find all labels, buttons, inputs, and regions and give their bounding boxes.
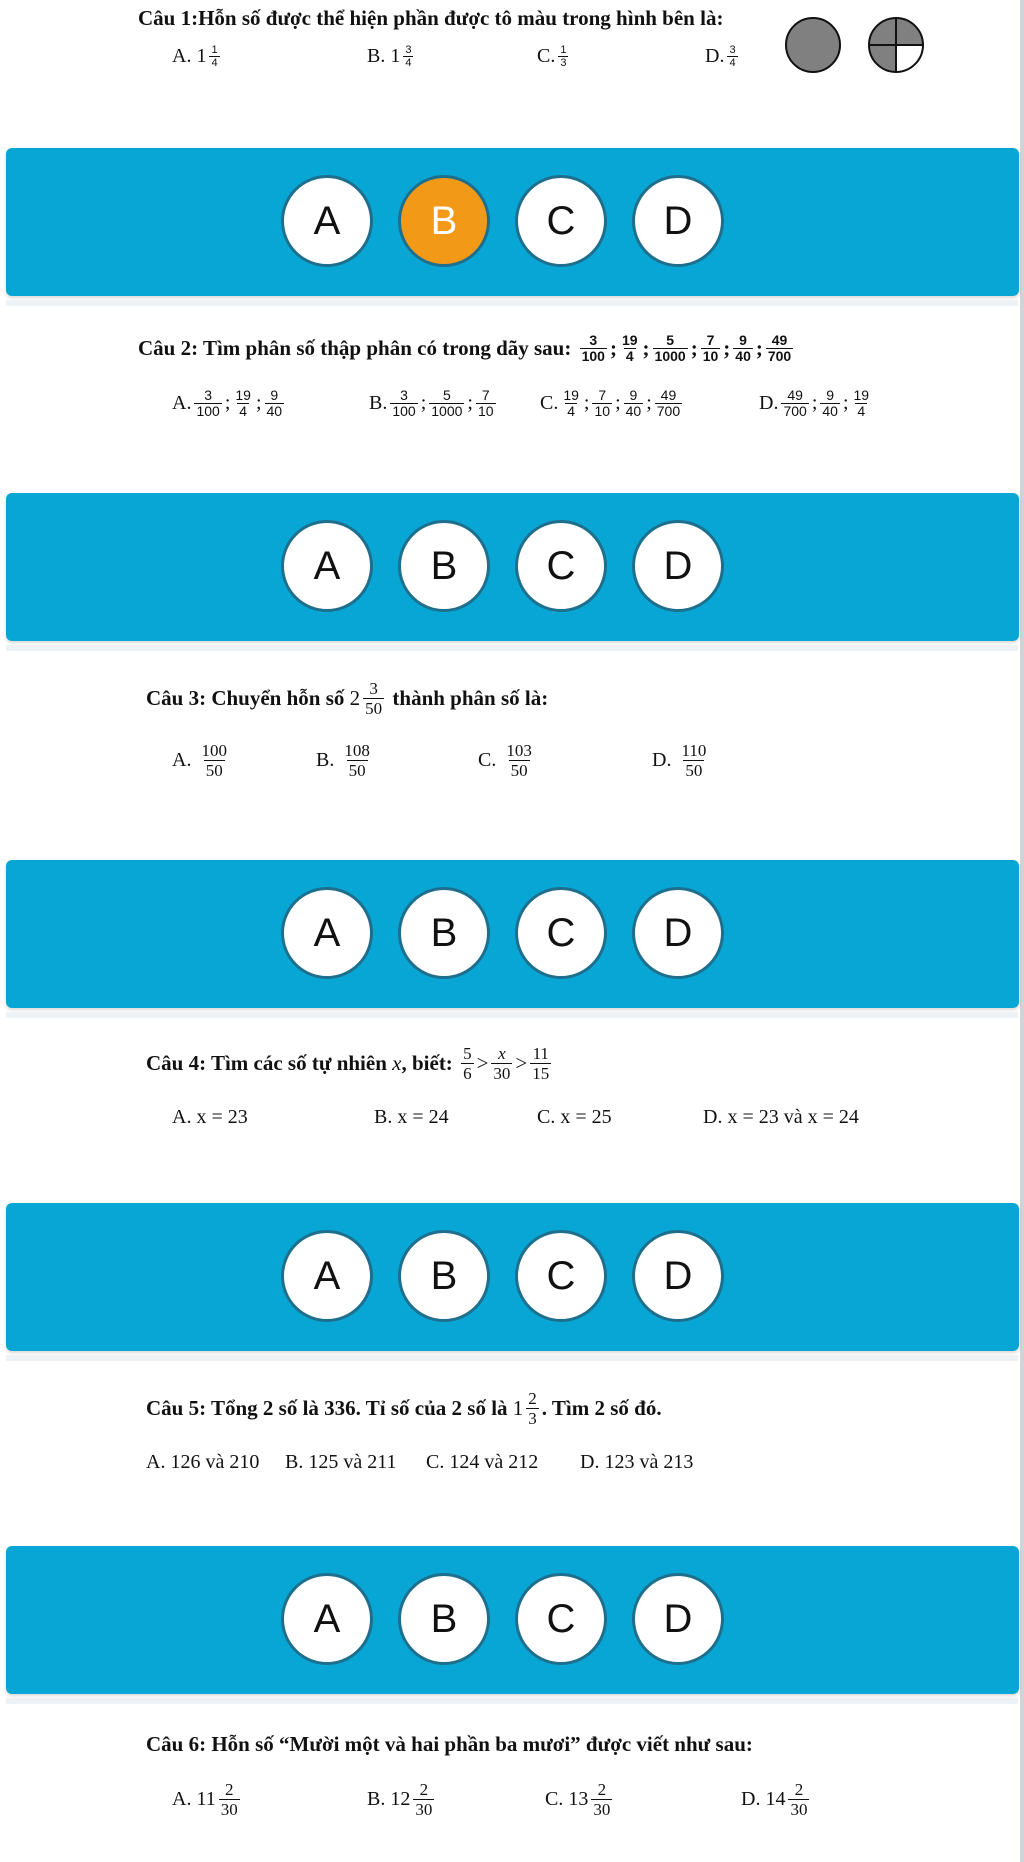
fraction: [233, 388, 253, 419]
numerator: 3: [589, 332, 598, 348]
numerator: 100: [201, 741, 227, 760]
numerator: 110: [681, 741, 707, 760]
whole-part: 11: [196, 1788, 216, 1810]
question-3: [6, 653, 1018, 857]
q4-option-a: [172, 1106, 248, 1129]
whole-part: 14: [765, 1788, 786, 1810]
q3-option-d: [652, 741, 711, 780]
q2-option-d: D. $\frac{49}{700}$ ; $\frac{9}{40}$ ; $\frac{19}{4}$: [759, 387, 870, 419]
denominator: 30: [593, 1800, 611, 1819]
option-text: x = 23: [196, 1106, 248, 1128]
denominator: 40: [266, 403, 283, 419]
numerator: 7: [706, 332, 715, 348]
question-6: [6, 1706, 1018, 1862]
q1-option-c: [537, 44, 571, 69]
answer-c-button[interactable]: C: [515, 175, 607, 267]
answer-bar-3: [6, 860, 1019, 1008]
option-label: A.: [172, 749, 192, 771]
q5-option-a: [146, 1451, 259, 1474]
question-5-title: [146, 1389, 662, 1428]
answer-d-button[interactable]: D: [632, 887, 724, 979]
q4-option-b: [374, 1106, 449, 1129]
whole-part: 13: [568, 1788, 589, 1810]
fraction: [265, 388, 285, 419]
numerator: x: [498, 1044, 506, 1063]
separator: [6, 1012, 1018, 1018]
denominator: 40: [625, 403, 642, 419]
option-label: B.: [367, 1788, 386, 1810]
question-3-title: [146, 679, 548, 718]
numerator: 1: [211, 44, 218, 56]
denominator: 4: [405, 57, 412, 69]
option-label: A.: [172, 1788, 192, 1810]
q5-option-b: [285, 1451, 396, 1474]
q1-option-b: [367, 44, 416, 69]
denominator: 3: [560, 57, 567, 69]
numerator: 7: [598, 387, 607, 403]
answer-b-button[interactable]: B: [398, 1573, 490, 1665]
answer-a-button[interactable]: A: [281, 1230, 373, 1322]
fraction: [209, 44, 219, 69]
numerator: 5: [666, 332, 675, 348]
option-label: B.: [369, 392, 388, 414]
option-text: x = 23 và x = 24: [727, 1106, 859, 1128]
option-label: C.: [537, 45, 556, 67]
fraction: [788, 1780, 809, 1819]
numerator: 49: [771, 332, 788, 348]
q3-option-c: [478, 741, 537, 780]
denominator: 10: [594, 403, 611, 419]
denominator: 700: [656, 403, 681, 419]
denominator: 10: [477, 403, 494, 419]
answer-bar-2: [6, 493, 1019, 641]
numerator: 1: [560, 44, 567, 56]
fraction: [653, 333, 688, 364]
denominator: 50: [348, 761, 366, 780]
denominator: 1000: [654, 348, 686, 364]
answer-d-button[interactable]: D: [632, 1573, 724, 1665]
denominator: 700: [767, 348, 792, 364]
denominator: 50: [365, 699, 383, 718]
denominator: 40: [822, 403, 838, 419]
shaded-circle-icon: [778, 10, 848, 80]
question-5: [6, 1363, 1018, 1543]
numerator: 3: [204, 387, 213, 403]
denominator: 30: [493, 1064, 511, 1083]
numerator: 9: [739, 332, 747, 348]
q5-option-d: [580, 1451, 693, 1474]
q6-option-d: [741, 1780, 812, 1819]
fraction: [727, 44, 737, 69]
question-1: [6, 0, 1018, 145]
right-edge: [1020, 0, 1024, 1862]
q6-option-a: [172, 1780, 243, 1819]
q2-option-b: B. $\frac{3}{100}$ ; $\frac{5}{1000}$ ; $\frac{7}{10}$: [369, 387, 494, 419]
option-label: D.: [741, 1788, 761, 1810]
greater-than: >: [515, 1051, 528, 1075]
fraction: [733, 333, 753, 364]
numerator: 2: [224, 1780, 234, 1799]
fraction: [820, 388, 840, 419]
numerator: 7: [481, 387, 490, 403]
answer-bar-4: [6, 1203, 1019, 1351]
answer-b-button[interactable]: B: [398, 887, 490, 979]
denominator: 4: [239, 403, 248, 419]
greater-than: >: [476, 1051, 489, 1075]
q3-option-b: [316, 741, 375, 780]
denominator: 100: [581, 348, 605, 364]
denominator: 30: [790, 1800, 808, 1819]
fraction: [476, 388, 496, 419]
fraction: [558, 44, 568, 69]
answer-bar-1: [6, 148, 1019, 296]
denominator: 10: [702, 348, 719, 364]
answer-d-button[interactable]: D: [632, 1230, 724, 1322]
fraction: [413, 1780, 434, 1819]
question-3-title-start: Câu 3: Chuyển hỗn số: [146, 686, 345, 710]
denominator: 4: [211, 57, 218, 69]
answer-a-button[interactable]: A: [281, 520, 373, 612]
separator: [6, 1355, 1018, 1361]
answer-c-button[interactable]: C: [515, 1573, 607, 1665]
option-text: x = 24: [397, 1106, 449, 1128]
answer-d-button[interactable]: D: [632, 175, 724, 267]
option-label: D.: [652, 749, 672, 771]
answer-b-button[interactable]: B: [398, 520, 490, 612]
numerator: 3: [405, 44, 412, 56]
q2-option-a: A. $\frac{3}{100}$ ; $\frac{19}{4}$ ; $\frac{9}{40}$: [172, 387, 283, 419]
variable: x: [392, 1051, 402, 1075]
fraction: [624, 388, 644, 419]
option-label: C.: [540, 392, 559, 414]
numerator: 49: [660, 387, 677, 403]
option-label: B.: [316, 749, 335, 771]
answer-b-button[interactable]: B: [398, 175, 490, 267]
fraction: [592, 388, 612, 419]
separator: [6, 1698, 1018, 1704]
denominator: 6: [463, 1064, 472, 1083]
q3-option-a: [172, 741, 232, 780]
separator: [6, 300, 1018, 306]
numerator: 19: [563, 387, 579, 403]
option-label: D.: [703, 1106, 723, 1128]
fraction: [363, 679, 384, 718]
option-label: B.: [374, 1106, 393, 1128]
fraction: [561, 388, 581, 419]
answer-bar-5: [6, 1546, 1019, 1694]
option-label: B.: [367, 45, 386, 67]
option-label: D.: [705, 45, 725, 67]
denominator: 1000: [431, 403, 463, 419]
numerator: 19: [853, 387, 870, 403]
numerator: 3: [729, 44, 736, 56]
question-6-title: Câu 6: Hỗn số “Mười một và hai phần ba mươi” được viết như sau:: [146, 1732, 753, 1756]
option-text: x = 25: [560, 1106, 612, 1128]
numerator: 19: [235, 387, 251, 403]
option-label: C.: [478, 749, 497, 771]
whole-part: 12: [390, 1788, 411, 1810]
q1-option-a: [172, 44, 223, 69]
option-label: A.: [172, 45, 192, 67]
numerator: 5: [442, 387, 451, 403]
fraction: [491, 1044, 512, 1083]
option-label: A.: [172, 392, 192, 414]
question-5-title-start: Câu 5: Tổng 2 số là 336. Tỉ số của 2 số là: [146, 1396, 508, 1420]
fraction: [701, 333, 721, 364]
fraction: [591, 1780, 612, 1819]
numerator: 9: [629, 387, 638, 403]
numerator: 103: [506, 741, 532, 760]
fraction: [766, 333, 793, 364]
fraction: [655, 388, 682, 419]
numerator: 2: [419, 1780, 429, 1799]
question-5-title-end: . Tìm 2 số đó.: [541, 1396, 662, 1420]
fraction: [429, 388, 464, 419]
option-text: 123 và 213: [604, 1451, 694, 1473]
fraction: [526, 1389, 539, 1428]
denominator: 40: [735, 348, 751, 364]
numerator: 11: [532, 1044, 549, 1063]
answer-c-button[interactable]: C: [515, 1230, 607, 1322]
option-text: 125 và 211: [308, 1451, 397, 1473]
numerator: 5: [463, 1044, 472, 1063]
separator: [6, 645, 1018, 651]
numerator: 3: [369, 679, 378, 698]
whole-part: 1: [196, 45, 207, 67]
q6-option-c: [545, 1780, 615, 1819]
answer-d-button[interactable]: D: [632, 520, 724, 612]
option-label: A.: [172, 1106, 192, 1128]
answer-a-button[interactable]: A: [281, 175, 373, 267]
option-label: D.: [580, 1451, 600, 1473]
option-text: 124 và 212: [449, 1451, 539, 1473]
fraction: [679, 741, 708, 780]
denominator: 50: [205, 761, 223, 780]
q1-option-d: [705, 44, 741, 69]
numerator: 2: [597, 1780, 607, 1799]
option-label: C.: [537, 1106, 556, 1128]
fraction: [580, 333, 607, 364]
whole-part: 1: [512, 1396, 524, 1420]
option-label: C.: [545, 1788, 564, 1810]
question-1-title: Câu 1:Hỗn số được thể hiện phần được tô màu trong hình bên là:: [138, 6, 724, 30]
answer-a-button[interactable]: A: [281, 1573, 373, 1665]
denominator: 15: [532, 1064, 550, 1083]
q2-option-c: C. $\frac{19}{4}$ ; $\frac{7}{10}$ ; $\frac{9}{40}$ ; $\frac{49}{700}$: [540, 387, 681, 419]
denominator: 4: [729, 57, 736, 69]
answer-c-button[interactable]: C: [515, 887, 607, 979]
denominator: 700: [783, 403, 807, 419]
denominator: 4: [567, 403, 576, 419]
denominator: 50: [685, 761, 703, 780]
q4-option-c: [537, 1106, 612, 1129]
fraction: [504, 741, 534, 780]
numerator: 19: [621, 332, 638, 348]
q5-option-c: [426, 1451, 538, 1474]
question-2-title: Câu 2: Tìm phân số thập phân có trong dãy sau: $\frac{3}{100}$ ; $\frac{19}{4}$ ; $\frac{5}{1000}$ ; $\frac{7}{10}$ ; $\frac{9}{40}$ ; $\frac{49}{700}$: [138, 332, 792, 364]
numerator: 9: [826, 387, 835, 403]
denominator: 30: [220, 1800, 238, 1819]
fraction: [219, 1780, 240, 1819]
fraction: [342, 741, 372, 780]
question-2-title-text: Câu 2: Tìm phân số thập phân có trong dãy sau:: [138, 336, 572, 360]
denominator: 4: [857, 403, 866, 419]
numerator: 2: [794, 1780, 804, 1799]
fraction: [852, 388, 872, 419]
question-4-title-start: Câu 4: Tìm các số tự nhiên: [146, 1051, 387, 1075]
option-label: C.: [426, 1451, 445, 1473]
fraction: [199, 741, 229, 780]
question-2: [6, 308, 1018, 490]
answer-a-button[interactable]: A: [281, 887, 373, 979]
question-4-title-mid: , biết:: [401, 1051, 453, 1075]
quarter-circle-icon: [861, 10, 931, 80]
q6-option-b: [367, 1780, 437, 1819]
numerator: 108: [344, 741, 370, 760]
question-4-title: [146, 1044, 554, 1083]
option-label: D.: [759, 392, 779, 414]
fraction: [781, 388, 808, 419]
fraction: [194, 388, 221, 419]
denominator: 100: [392, 403, 416, 419]
q4-option-d: [703, 1106, 859, 1129]
option-label: B.: [285, 1451, 304, 1473]
answer-b-button[interactable]: B: [398, 1230, 490, 1322]
fraction: [403, 44, 413, 69]
whole-part: 2: [349, 686, 361, 710]
denominator: 50: [510, 761, 528, 780]
numerator: 2: [528, 1389, 537, 1408]
whole-part: 1: [390, 45, 401, 67]
question-4: [6, 1020, 1018, 1200]
question-3-title-end: thành phân số là:: [392, 686, 549, 710]
answer-c-button[interactable]: C: [515, 520, 607, 612]
option-text: 126 và 210: [170, 1451, 260, 1473]
option-label: A.: [146, 1451, 166, 1473]
denominator: 3: [528, 1409, 537, 1428]
denominator: 100: [196, 403, 220, 419]
numerator: 9: [270, 387, 279, 403]
fraction: [530, 1044, 551, 1083]
fraction: [620, 333, 640, 364]
fraction: [461, 1044, 474, 1083]
numerator: 3: [400, 387, 408, 403]
fraction: [390, 388, 417, 419]
denominator: 30: [415, 1800, 433, 1819]
denominator: 4: [625, 348, 634, 364]
numerator: 49: [787, 387, 803, 403]
